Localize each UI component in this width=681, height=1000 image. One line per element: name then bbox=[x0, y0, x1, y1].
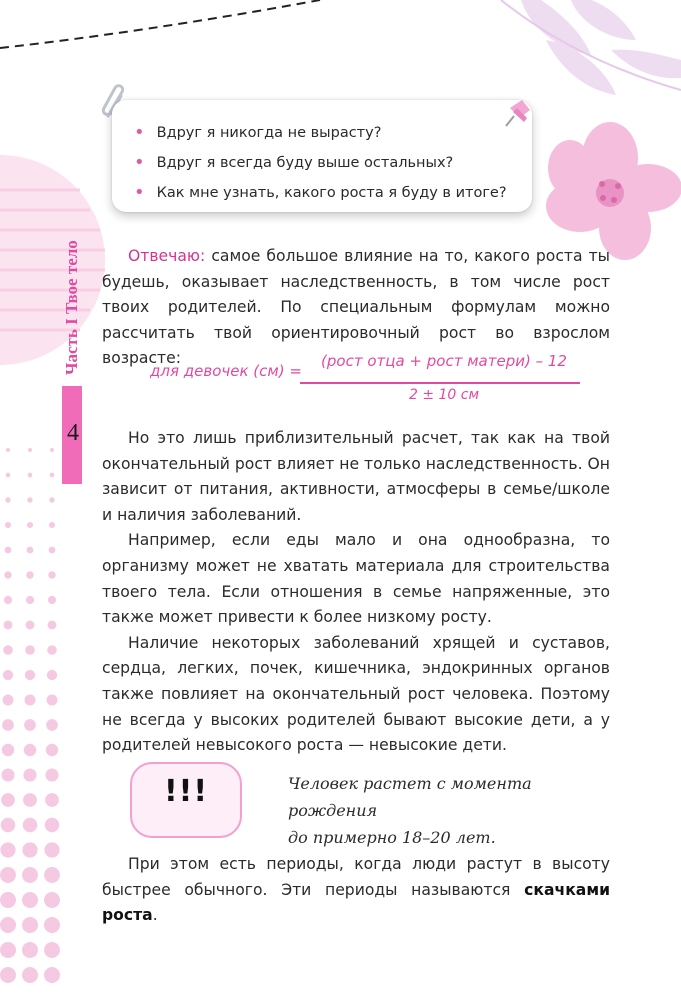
answer-lead: Отвечаю: bbox=[128, 247, 206, 265]
question-item: • Вдруг я никогда не вырасту? bbox=[134, 118, 532, 148]
body-text bbox=[102, 426, 610, 759]
closing-bold-term: скачками роста bbox=[102, 880, 610, 925]
exclamation-marker: !!! bbox=[163, 774, 209, 809]
dots-pattern-decoration bbox=[0, 440, 100, 1000]
paragraph: Например, если еды мало и она однообразна, то организму может не хватать материала для строительства твоего тела. Если отношения в семье напряженные, это также может привести к более низкому росту. bbox=[102, 531, 610, 627]
questions-note bbox=[112, 100, 532, 212]
dashed-curve-decoration bbox=[0, 0, 330, 70]
formula-denominator: 2 ± 10 см bbox=[408, 387, 480, 403]
page-number: 4 bbox=[67, 420, 79, 446]
section-label-text: Твое тело bbox=[62, 240, 81, 315]
formula-fraction-line bbox=[300, 382, 580, 384]
fact-line: до примерно 18–20 лет. bbox=[288, 828, 496, 847]
closing-text: При этом есть периоды, когда люди растут в высоту быстрее обычного. Эти периоды называются bbox=[102, 855, 610, 899]
formula-left-side: для девочек (см) = bbox=[150, 362, 302, 380]
formula-numerator: (рост отца + рост матери) – 12 bbox=[321, 352, 567, 370]
question-item: • Вдруг я всегда буду выше остальных? bbox=[134, 148, 532, 178]
fact-line: Человек растет с момента рождения bbox=[288, 774, 532, 820]
fact-text bbox=[288, 770, 618, 851]
questions-list bbox=[112, 100, 532, 208]
paragraph: Но это лишь приблизительный расчет, так как на твой окончательный рост влияет не только наследственность. Он зависит от питания, активности, атмосферы в семье/школе и наличия заболеваний. bbox=[102, 429, 610, 524]
pushpin-icon bbox=[500, 96, 534, 134]
part-label-text: Часть I bbox=[62, 318, 81, 375]
paragraph: Наличие некоторых заболеваний хрящей и суставов, сердца, легких, почек, кишечника, эндокринных органов также повлияет на окончательный рост человека. Поэтому не всегда у высоких родителей бывают высокие дети, а у родителей невысокого роста — невысокие дети. bbox=[102, 633, 610, 755]
closing-end: . bbox=[152, 906, 158, 925]
part-label bbox=[62, 195, 92, 375]
question-item: • Как мне узнать, какого роста я буду в итоге? bbox=[134, 178, 532, 208]
answer-text: самое большое влияние на то, какого роста ты будешь, оказывает наследственность, в том числе рост твоих родителей. По специальным формулам можно рассчитать твой ориентировочный рост во взрослом возрасте: bbox=[102, 247, 610, 368]
closing-paragraph bbox=[102, 852, 610, 929]
